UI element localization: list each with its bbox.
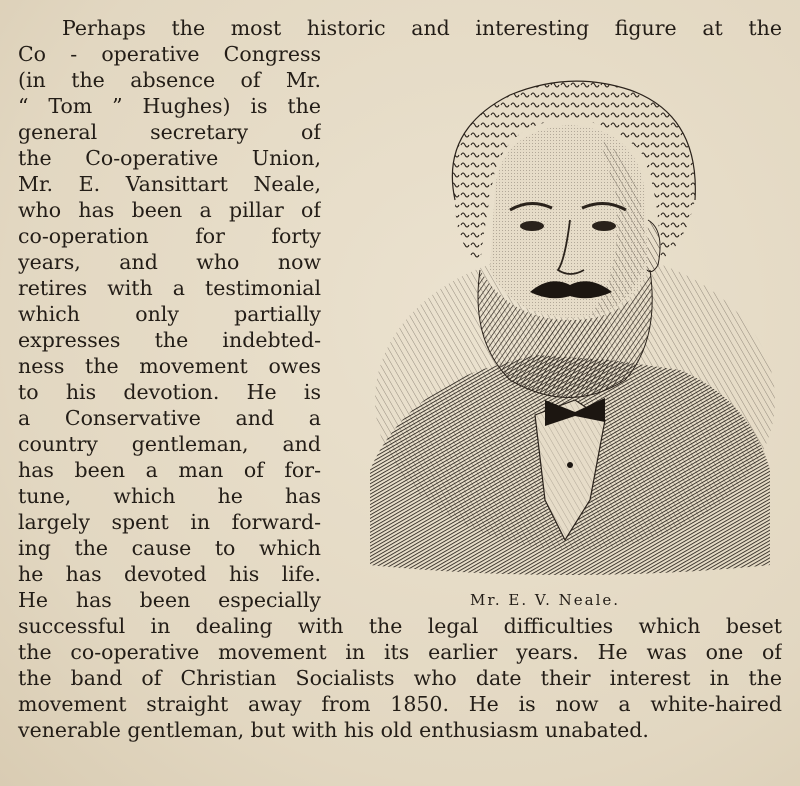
right-eye (592, 221, 616, 231)
article-line-24: successful in dealing with the legal difficulties which beset (18, 614, 782, 638)
article-line-27: movement straight away from 1850. He is now a white-haired (18, 692, 782, 716)
ear (647, 220, 660, 272)
article-line-19: tune, which he has (18, 484, 321, 508)
article-line-5: general secretary of (18, 120, 321, 144)
article-line-4: “ Tom ” Hughes) is the (18, 94, 321, 118)
article-line-9: co-operation for forty (18, 224, 321, 248)
article-line-17: country gentleman, and (18, 432, 321, 456)
article-line-12: which only partially (18, 302, 321, 326)
article-line-7: Mr. E. Vansittart Neale, (18, 172, 321, 196)
article-line-14: ness the movement owes (18, 354, 321, 378)
portrait-caption: Mr. E. V. Neale. (470, 591, 621, 609)
article-line-13: expresses the indebted- (18, 328, 321, 352)
shirt-stud (567, 462, 573, 468)
article-line-15: to his devotion. He is (18, 380, 321, 404)
article-line-18: has been a man of for- (18, 458, 321, 482)
article-line-1: Perhaps the most historic and interesting figure at the (62, 16, 782, 40)
article-line-3: (in the absence of Mr. (18, 68, 321, 92)
article-line-23: He has been especially (18, 588, 321, 612)
article-line-8: who has been a pillar of (18, 198, 321, 222)
article-line-10: years, and who now (18, 250, 321, 274)
article-line-2: Co - operative Congress (18, 42, 321, 66)
portrait-engraving (360, 70, 780, 585)
article-line-20: largely spent in forward- (18, 510, 321, 534)
article-line-6: the Co-operative Union, (18, 146, 321, 170)
left-eye (520, 221, 544, 231)
article-line-22: he has devoted his life. (18, 562, 321, 586)
article-line-25: the co-operative movement in its earlier years. He was one of (18, 640, 782, 664)
article-line-21: ing the cause to which (18, 536, 321, 560)
article-line-11: retires with a testimonial (18, 276, 321, 300)
article-line-26: the band of Christian Socialists who date their interest in the (18, 666, 782, 690)
article-line-16: a Conservative and a (18, 406, 321, 430)
article-line-28: venerable gentleman, but with his old enthusiasm unabated. (18, 718, 649, 742)
